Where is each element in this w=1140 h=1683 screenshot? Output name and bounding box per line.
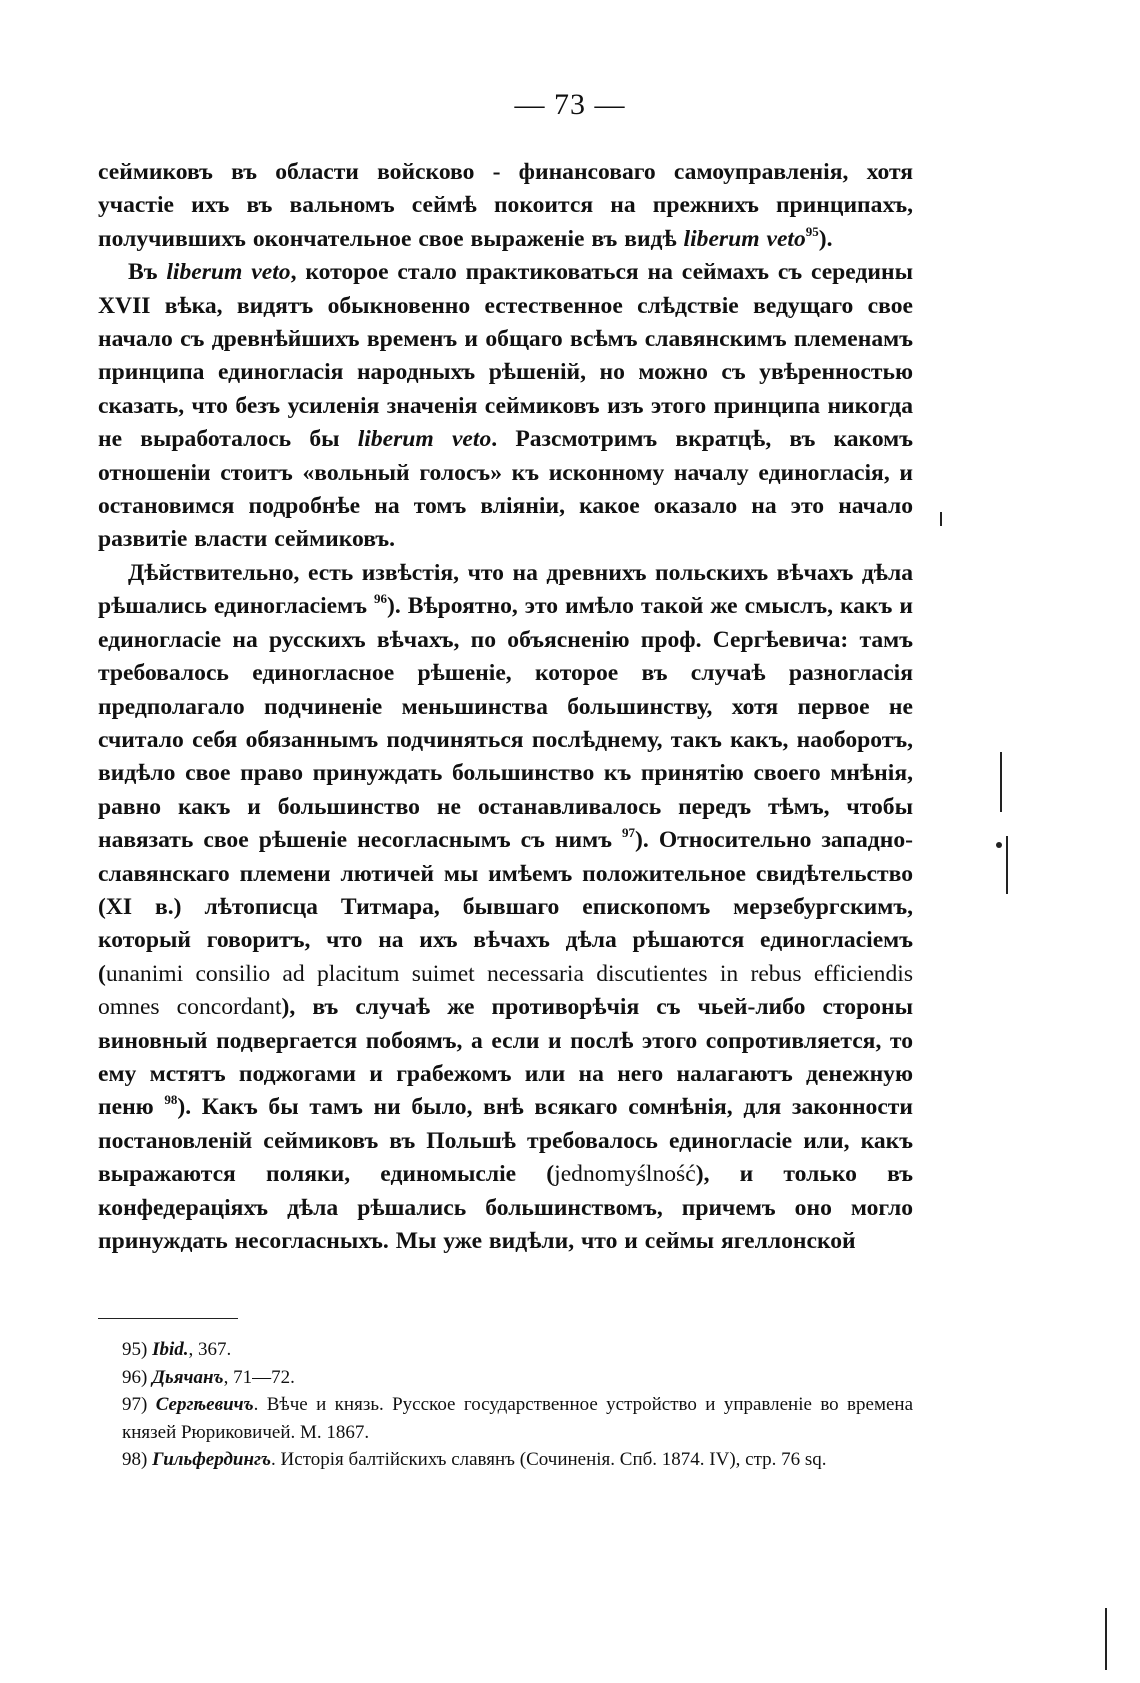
- scan-mark: [996, 842, 1002, 848]
- footnote-number: 97): [122, 1394, 156, 1415]
- footnote-text: . Вѣче и князь. Русское государственное устройство и управленіе во времена князей Рюриковичей. М. 1867.: [122, 1394, 914, 1443]
- footnote-ref: 97: [622, 825, 636, 841]
- footnote-ref: 98: [164, 1092, 178, 1108]
- scan-mark: [1105, 1608, 1107, 1670]
- footnote-number: 96): [122, 1366, 153, 1388]
- italic-term: liberum veto: [683, 225, 806, 252]
- page-number: — 73 —: [514, 88, 626, 121]
- paragraph: [98, 156, 913, 256]
- text-run: ), и только въ конфедераціяхъ дѣла рѣшались большинствомъ, причемъ оно могло принуждать несогласныхъ. Мы уже видѣли, что и сеймы ягеллонской: [98, 1161, 913, 1254]
- footnote-author: Ibid.: [152, 1339, 189, 1360]
- footnote: [98, 1364, 913, 1392]
- footnote-text: , 71—72.: [223, 1366, 295, 1388]
- text-run: Въ: [128, 259, 167, 286]
- footnote: [98, 1446, 913, 1474]
- footnote-text: , 367.: [188, 1339, 232, 1360]
- body-text: [98, 156, 913, 1258]
- text-run: . Разсмотримъ вкратцѣ, въ какомъ отношеніи стоитъ «вольный голосъ» къ исконному началу единогласія, и остановимся подробнѣе на томъ вліяніи, какое оказало на это начало развитіе власти сеймиковъ.: [98, 426, 913, 553]
- text-run: , которое стало практиковаться на сеймахъ съ середины XVII вѣка, видятъ обыкновенно естественное слѣдствіе ведущаго свое начало съ древнѣйшихъ временъ и общаго всѣмъ славянскимъ племенамъ принципа единогласія народныхъ рѣшеній, но можно съ увѣренностью сказать, что безъ усиленія значенія сеймиковъ изъ этого принципа никогда не выработалось бы: [98, 259, 914, 453]
- footnote-separator: [98, 1318, 238, 1319]
- text-run: ), въ случаѣ же противорѣчія съ чьей-либо стороны виновный подвергается побоямъ, а если и послѣ этого сопротивляется, то ему мстятъ поджогами и грабежомъ или на него налагаютъ денежную пеню: [98, 994, 913, 1121]
- text-run: ). Какъ бы тамъ ни было, внѣ всякаго сомнѣнія, для законности постановленій сеймиковъ въ Польшѣ требовалось единогласіе или, какъ выражаются поляки, единомысліе (: [98, 1094, 913, 1188]
- footnote: [98, 1336, 913, 1364]
- latin-quote: unanimi consilio ad placitum suimet necessaria discutientes in rebus efficiendis omnes concordant: [98, 960, 913, 1021]
- scan-mark: [1000, 752, 1002, 812]
- footnote-number: 95): [122, 1339, 153, 1360]
- footnotes: [98, 1336, 913, 1474]
- footnote-author: Дьячанъ: [152, 1366, 224, 1388]
- footnote-ref: 95: [805, 223, 819, 239]
- footnote: [98, 1391, 913, 1446]
- text-run: Дѣйствительно, есть извѣстія, что на древнихъ польскихъ вѣчахъ дѣла рѣшались единогласіемъ: [98, 559, 913, 620]
- paragraph: [98, 557, 913, 1259]
- text-run: ). Вѣроятно, это имѣло такой же смыслъ, какъ и единогласіе на русскихъ вѣчахъ, по объясненію проф. Сергѣевича: тамъ требовалось единогласное рѣшеніе, которое въ случаѣ разногласія предполагало подчиненіе меньшинства большинству, хотя первое не считало себя обязаннымъ подчиняться послѣднему, такъ какъ, наоборотъ, видѣло свое право принуждать большинство къ принятію своего мнѣнія, равно какъ и большинство не останавливалось передъ тѣмъ, чтобы навязать свое рѣшеніе несогласнымъ съ нимъ: [98, 593, 913, 854]
- text-run: ). Относительно западно-славянскаго племени лютичей мы имѣемъ положительное свидѣтельство (XI в.) лѣтописца Титмара, бывшаго епископомъ мерзебургскимъ, который говоритъ, что на ихъ вѣчахъ дѣла рѣшаются единогласіемъ (: [98, 827, 913, 987]
- scan-mark: [1006, 836, 1008, 894]
- latin-quote: jednomyślność: [554, 1161, 696, 1188]
- italic-term: liberum veto: [357, 426, 492, 453]
- paragraph: [98, 256, 913, 557]
- footnote-number: 98): [122, 1449, 153, 1470]
- text-run: сеймиковъ въ области войсково - финансоваго самоуправленія, хотя участіе ихъ въ вальномъ сеймѣ покоится на прежнихъ принципахъ, получившихъ окончательное свое выраженіе въ видѣ: [98, 159, 913, 252]
- footnote-ref: 96: [374, 591, 387, 607]
- footnote-author: Сергѣевичъ: [155, 1394, 254, 1415]
- scan-mark: [940, 512, 942, 526]
- footnote-author: Гильфердингъ: [152, 1449, 272, 1470]
- text-run: ).: [818, 225, 833, 252]
- footnote-text: . Исторія балтійскихъ славянъ (Сочиненія. Спб. 1874. IV), стр. 76 sq.: [271, 1449, 827, 1470]
- italic-term: liberum veto: [166, 259, 291, 286]
